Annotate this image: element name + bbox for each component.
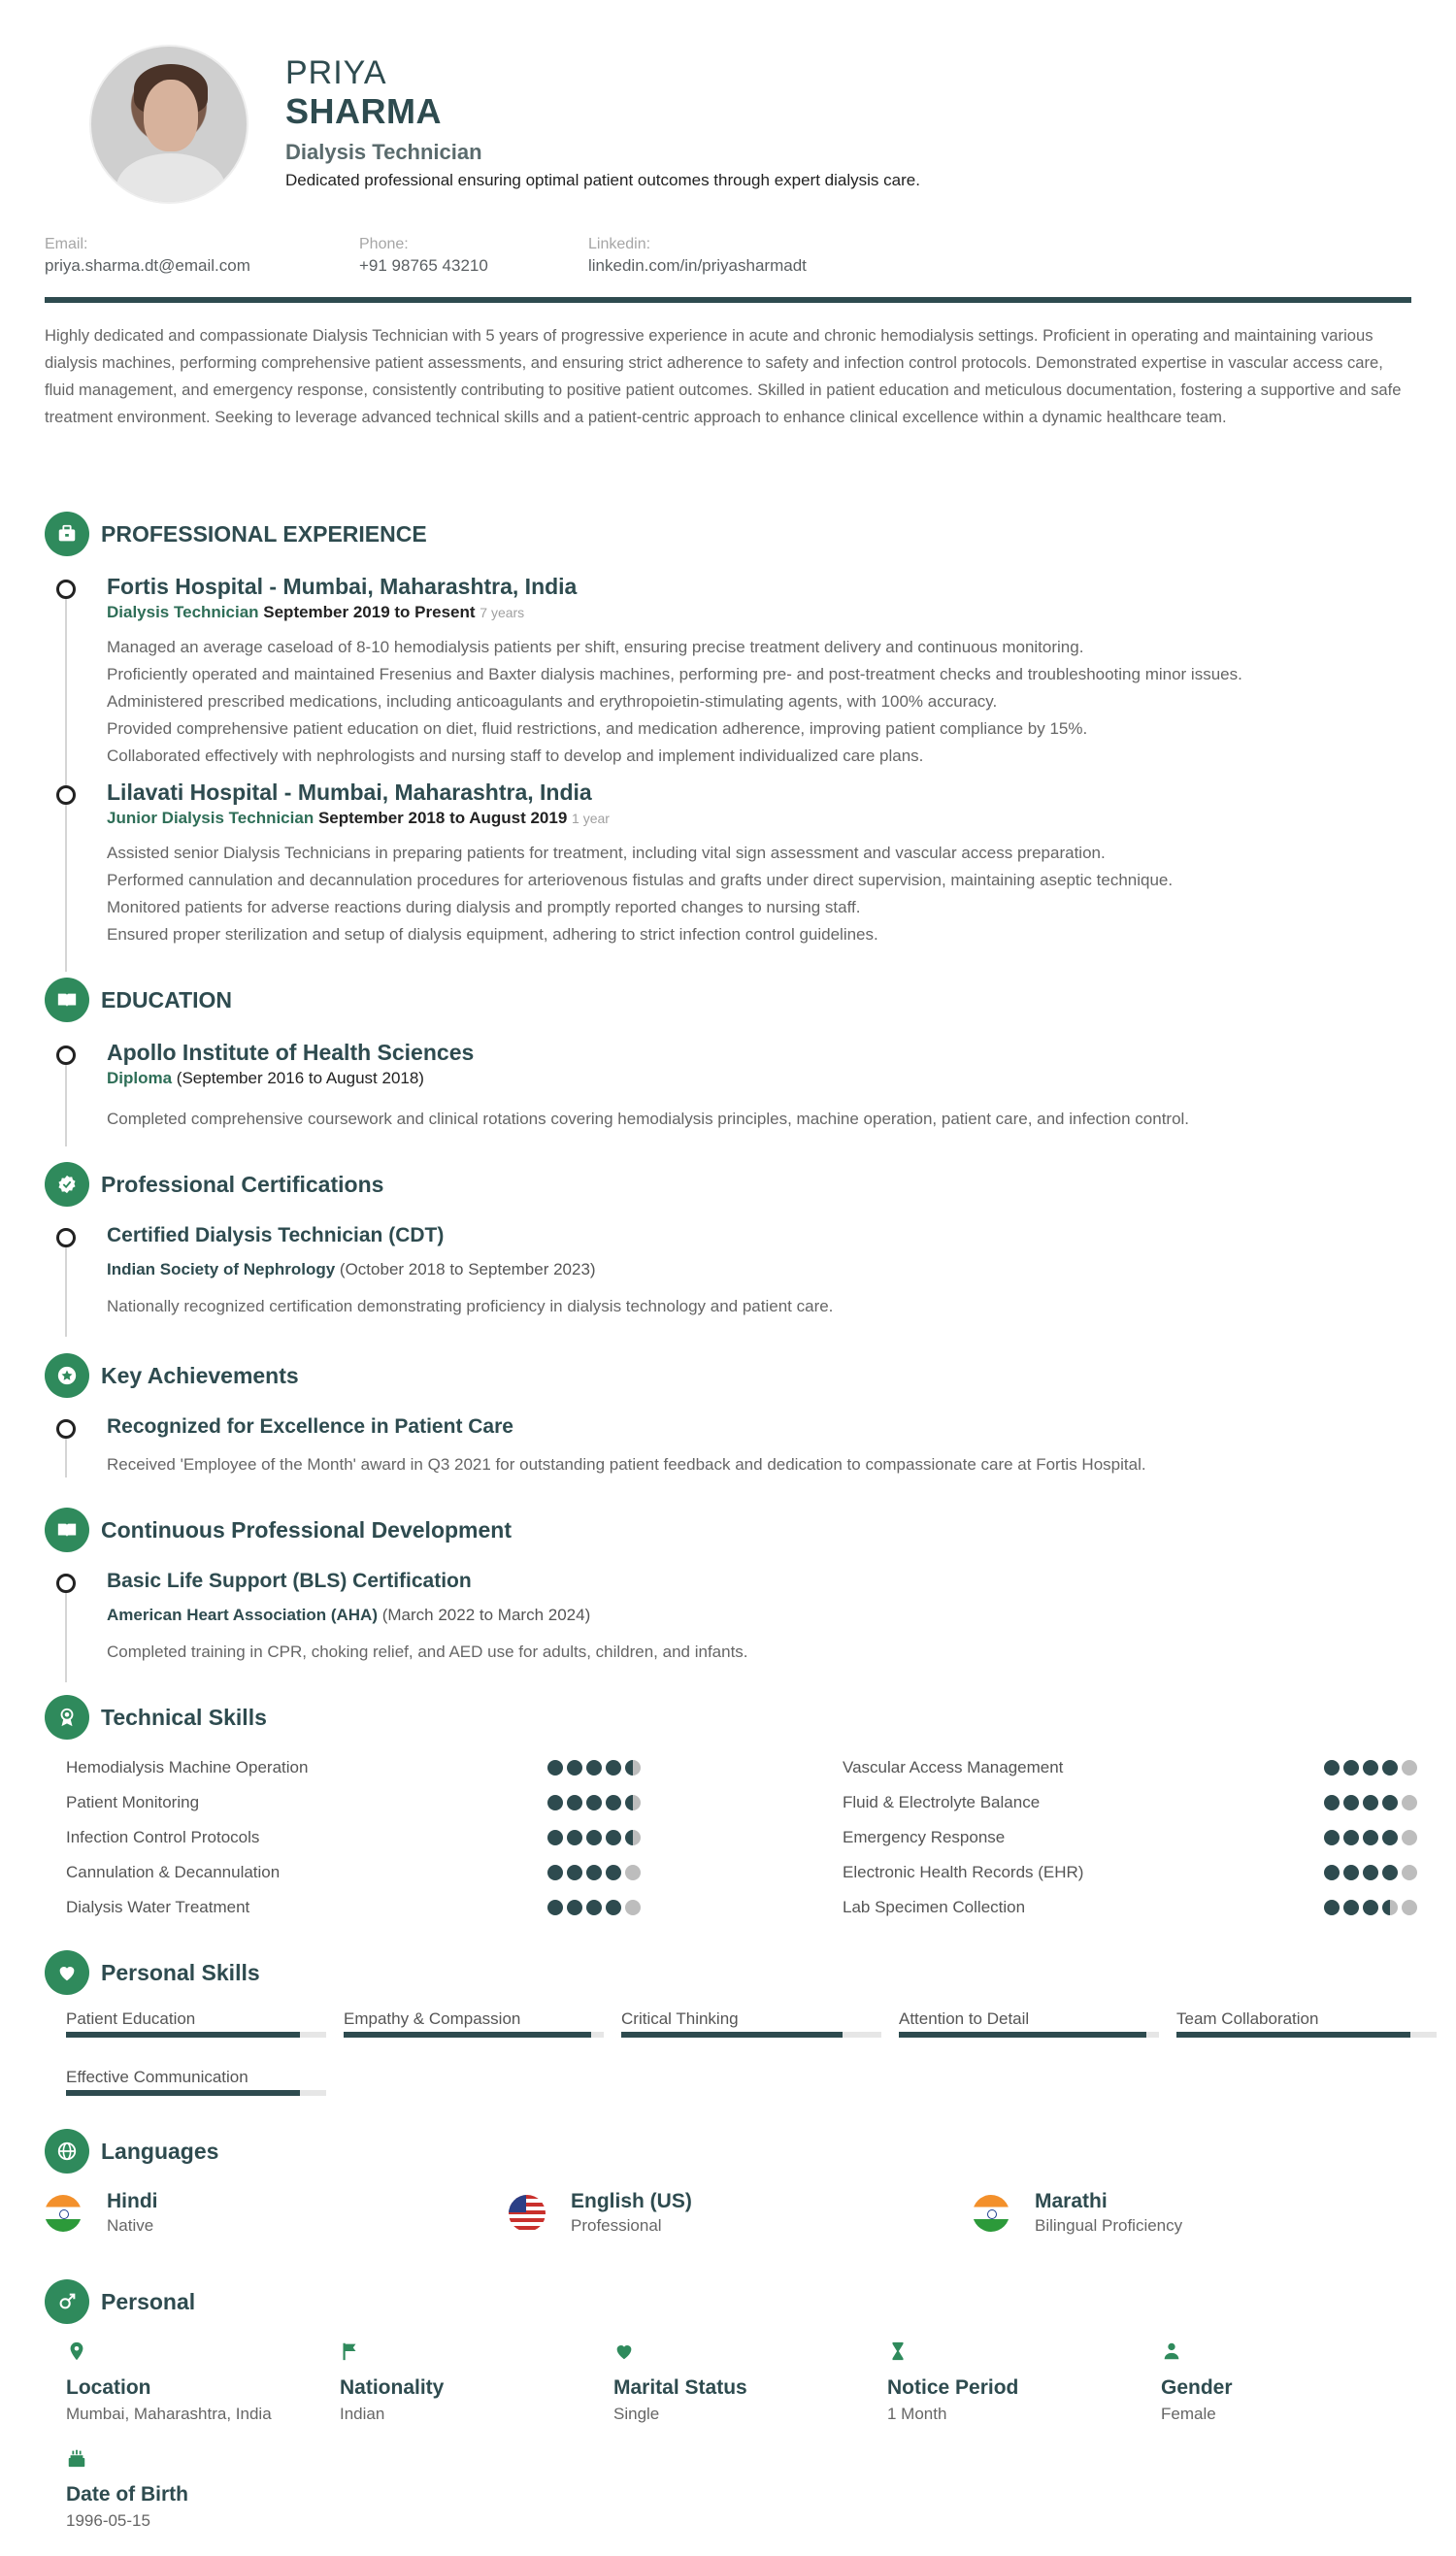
tagline: Dedicated professional ensuring optimal patient outcomes through expert dialysis care. [285,171,920,189]
rating-dot [1363,1760,1378,1776]
language-item [45,2189,158,2238]
language-name: Hindi [107,2190,158,2212]
rating-dot [586,1795,602,1810]
rating-dot [1363,1900,1378,1915]
skill-level-fill [1176,2032,1410,2038]
rating-dot [1324,1900,1340,1915]
technical-skills-section [45,1695,1411,1940]
skill-level-bar [66,2032,326,2038]
skill-name: Emergency Response [843,1828,1006,1846]
job-role: Junior Dialysis Technician [107,809,314,827]
personal-label: Date of Birth [66,2483,188,2506]
personal-item [613,2340,874,2427]
contact-label: Phone: [359,236,409,252]
bullet-item: Proficiently operated and maintained Fresenius and Baxter dialysis machines, performing pre- and post-treatment checks and troubleshooting minor issues. [107,665,1242,683]
personal-value: Mumbai, Maharashtra, India [66,2405,272,2423]
contact-email [45,235,250,278]
heart-icon [613,2340,637,2363]
personal-item [66,2340,326,2427]
rating-dot [606,1795,621,1810]
personal-skill-name: Attention to Detail [899,2009,1030,2028]
rating-dot [1382,1865,1398,1880]
personal-skill-name: Patient Education [66,2009,196,2028]
first-name: PRIYA [285,54,387,91]
skill-name: Infection Control Protocols [66,1828,260,1846]
skill-rating [1324,1795,1417,1810]
education-title: EDUCATION [101,986,233,1012]
skill-level-bar [621,2032,881,2038]
skill-level-bar [899,2032,1159,2038]
skill-level-fill [66,2090,300,2096]
languages-section [45,2129,1411,2257]
personal-value: 1 Month [887,2405,947,2423]
certification-name: Certified Dialysis Technician (CDT) [107,1224,445,1246]
name-block [285,54,920,191]
rating-dot [567,1795,582,1810]
skill-rating [547,1795,641,1810]
cake-icon [66,2446,89,2470]
skill-name: Fluid & Electrolyte Balance [843,1793,1041,1811]
rating-dot [567,1900,582,1915]
job-bullets [107,634,1411,770]
achievement-entry [45,1413,1411,1477]
experience-entry [45,778,1411,948]
company-name: Lilavati Hospital - Mumbai, Maharashtra, India [107,780,592,805]
contact-linkedin [588,235,807,278]
skill-level-bar [66,2090,326,2096]
experience-section [45,512,1411,948]
personal-skill-name: Critical Thinking [621,2009,739,2028]
rating-dot [625,1865,641,1880]
skill-level-fill [344,2032,591,2038]
rating-dot [1402,1900,1417,1915]
rating-dot [1382,1830,1398,1845]
personal-skill [66,2067,326,2096]
achievement-name: Recognized for Excellence in Patient Care [107,1415,513,1438]
job-duration: 7 years [480,605,525,620]
personal-value: 1996-05-15 [66,2511,150,2530]
bullet-item: Administered prescribed medications, including anticoagulants and erythropoietin-stimulating agents, with 100% accuracy. [107,692,998,711]
personal-item [340,2340,600,2427]
bullet-item: Monitored patients for adverse reactions during dialysis and promptly reported changes to nursing staff. [107,898,861,916]
skill-name: Hemodialysis Machine Operation [66,1758,309,1776]
last-name: SHARMA [285,91,442,131]
rating-dot [625,1830,641,1845]
rating-dot [625,1900,641,1915]
rating-dot [547,1830,563,1845]
personal-item [887,2340,1147,2427]
technical-skill [843,1895,1417,1920]
personal-label: Nationality [340,2376,445,2399]
linkedin-link[interactable]: linkedin.com/in/priyasharmadt [588,256,807,275]
personal-section [45,2279,1411,2556]
gender-icon [45,2279,89,2324]
skill-name: Dialysis Water Treatment [66,1898,250,1916]
rating-dot [567,1830,582,1845]
rating-dot [1402,1760,1417,1776]
bullet-item: Performed cannulation and decannulation procedures for arteriovenous fistulas and grafts under direct supervision, maintaining aseptic technique. [107,871,1174,889]
rating-dot [1363,1865,1378,1880]
skill-rating [547,1865,641,1880]
achievement-description: Received 'Employee of the Month' award in Q3 2021 for outstanding patient feedback and dedication to compassionate care at Fortis Hospital. [107,1455,1146,1474]
rating-dot [1402,1830,1417,1845]
rating-dot [1402,1795,1417,1810]
job-role: Dialysis Technician [107,603,259,621]
rating-dot [606,1830,621,1845]
personal-skill [66,2008,326,2038]
personal-skill-name: Empathy & Compassion [344,2009,521,2028]
rating-dot [1343,1795,1359,1810]
technical-skill [66,1790,641,1815]
globe-icon [45,2129,89,2174]
rating-dot [567,1865,582,1880]
rating-dot [625,1795,641,1810]
phone-link[interactable]: +91 98765 43210 [359,256,488,275]
rating-dot [1324,1760,1340,1776]
badge-check-icon [45,1162,89,1207]
skill-level-fill [621,2032,843,2038]
education-entry [45,1038,1411,1133]
email-link[interactable]: priya.sharma.dt@email.com [45,256,250,275]
personal-item [66,2446,326,2534]
certification-dates: (October 2018 to September 2023) [339,1260,596,1278]
skill-rating [1324,1900,1417,1915]
education-description: Completed comprehensive coursework and clinical rotations covering hemodialysis principles, machine operation, patient care, and infection control. [107,1110,1190,1128]
skill-name: Patient Monitoring [66,1793,200,1811]
skill-rating [1324,1865,1417,1880]
language-level: Native [107,2216,154,2235]
rating-dot [1324,1830,1340,1845]
rating-dot [1382,1795,1398,1810]
rating-dot [1343,1830,1359,1845]
rating-dot [1343,1865,1359,1880]
technical-skill [843,1790,1417,1815]
development-org: American Heart Association (AHA) [107,1606,378,1624]
development-dates: (March 2022 to March 2024) [381,1606,591,1624]
rating-dot [1343,1900,1359,1915]
institution-name: Apollo Institute of Health Sciences [107,1040,475,1065]
personal-skill-name: Team Collaboration [1176,2009,1319,2028]
rating-dot [1363,1830,1378,1845]
achievements-title: Key Achievements [101,1362,299,1388]
rating-dot [1324,1795,1340,1810]
achievements-section [45,1353,1411,1477]
book-icon [45,978,89,1022]
language-level: Professional [571,2216,662,2235]
personal-skill [1176,2008,1437,2038]
briefcase-icon [45,512,89,556]
personal-skills-list [45,2008,1411,2115]
bullet-item: Managed an average caseload of 8-10 hemodialysis patients per shift, ensuring precise treatment delivery and continuous monitoring. [107,638,1084,656]
personal-label: Gender [1161,2376,1233,2399]
personal-label: Marital Status [613,2376,747,2399]
technical-skills-title: Technical Skills [101,1704,267,1730]
degree: Diploma [107,1069,173,1087]
contact-row [45,235,1411,283]
development-entry [45,1568,1411,1665]
rating-dot [586,1760,602,1776]
language-name: Marathi [1035,2190,1108,2212]
certifications-title: Professional Certifications [101,1171,384,1197]
personal-skill [621,2008,881,2038]
language-item [973,2189,1182,2238]
person-icon [1161,2340,1184,2363]
certification-entry [45,1222,1411,1319]
contact-label: Email: [45,236,88,252]
personal-list [45,2340,1411,2556]
skill-rating [1324,1830,1417,1845]
contact-label: Linkedin: [588,236,651,252]
bullet-item: Ensured proper sterilization and setup of dialysis equipment, adhering to strict infection control guidelines. [107,925,878,944]
personal-skills-title: Personal Skills [101,1959,260,1985]
personal-skill [899,2008,1159,2038]
skill-rating [547,1830,641,1845]
languages-title: Languages [101,2138,219,2164]
skill-level-bar [344,2032,604,2038]
technical-skill [843,1860,1417,1885]
personal-skill [344,2008,604,2038]
development-description: Completed training in CPR, choking relief, and AED use for adults, children, and infants. [107,1643,748,1661]
rating-dot [1382,1760,1398,1776]
rating-dot [547,1760,563,1776]
development-section [45,1508,1411,1665]
experience-entry [45,572,1411,770]
personal-title: Personal [101,2288,196,2314]
header-divider [45,297,1411,303]
skill-rating [547,1760,641,1776]
certification-description: Nationally recognized certification demonstrating proficiency in dialysis technology and patient care. [107,1297,834,1315]
personal-value: Indian [340,2405,385,2423]
heart-icon [45,1950,89,1995]
rating-dot [567,1760,582,1776]
experience-title: PROFESSIONAL EXPERIENCE [101,520,427,547]
technical-skill [843,1825,1417,1850]
skill-level-fill [899,2032,1146,2038]
summary-text: Highly dedicated and compassionate Dialysis Technician with 5 years of progressive experience in acute and chronic hemodialysis settings. Proficient in operating and maintaining various dialysis machines, performing comprehensive patient assessments, and ensuring strict adherence to safety and infection control protocols. Demonstrated expertise in vascular access care, fluid management, and emergency response, consistently contributing to positive patient outcomes. Skilled in patient education and meticulous documentation, fostering a supportive and safe treatment environment. Seeking to leverage advanced technical skills and a patient-centric approach to enhance clinical excellence within a dynamic healthcare team. [45,326,1402,426]
bullet-item: Collaborated effectively with nephrologists and nursing staff to develop and implement individualized care plans. [107,747,924,765]
hourglass-icon [887,2340,910,2363]
technical-skill [66,1825,641,1850]
skill-name: Electronic Health Records (EHR) [843,1863,1084,1881]
technical-skill [66,1895,641,1920]
rating-dot [1402,1865,1417,1880]
development-name: Basic Life Support (BLS) Certification [107,1570,472,1592]
personal-skill-name: Effective Communication [66,2068,248,2086]
rating-dot [586,1830,602,1845]
resume-header [45,0,1411,216]
company-name: Fortis Hospital - Mumbai, Maharashtra, India [107,574,578,599]
india-flag-icon [973,2195,1009,2232]
rating-dot [547,1865,563,1880]
rating-dot [606,1900,621,1915]
language-level: Bilingual Proficiency [1035,2216,1183,2235]
education-dates: (September 2016 to August 2018) [176,1069,424,1087]
job-dates: September 2018 to August 2019 [317,809,568,827]
technical-skills-grid [45,1755,1411,1940]
rating-dot [1363,1795,1378,1810]
us-flag-icon [509,2195,546,2232]
rating-dot [1324,1865,1340,1880]
personal-skills-section [45,1950,1411,2115]
job-duration: 1 year [572,811,610,826]
skill-level-bar [1176,2032,1437,2038]
rating-dot [606,1760,621,1776]
job-title: Dialysis Technician [285,140,482,164]
india-flag-icon [45,2195,82,2232]
rating-dot [547,1900,563,1915]
development-title: Continuous Professional Development [101,1516,512,1543]
certification-org: Indian Society of Nephrology [107,1260,336,1278]
map-pin-icon [66,2340,89,2363]
rating-dot [586,1865,602,1880]
rating-dot [1382,1900,1398,1915]
flag-icon [340,2340,363,2363]
personal-label: Location [66,2376,151,2399]
technical-skill [66,1860,641,1885]
personal-value: Single [613,2405,660,2423]
skill-name: Lab Specimen Collection [843,1898,1026,1916]
personal-item [1161,2340,1421,2427]
rating-dot [625,1760,641,1776]
star-badge-icon [45,1353,89,1398]
skill-name: Vascular Access Management [843,1758,1064,1776]
job-dates: September 2019 to Present [263,603,476,621]
rating-dot [1343,1760,1359,1776]
rating-dot [547,1795,563,1810]
skill-rating [1324,1760,1417,1776]
bullet-item: Assisted senior Dialysis Technicians in preparing patients for treatment, including vital sign assessment and vascular access preparation. [107,844,1106,862]
personal-label: Notice Period [887,2376,1019,2399]
certifications-section [45,1162,1411,1319]
technical-skill [66,1755,641,1780]
bullet-item: Provided comprehensive patient education on diet, fluid restrictions, and medication adherence, improving patient compliance by 15%. [107,719,1088,738]
job-bullets [107,840,1411,948]
skill-rating [547,1900,641,1915]
language-item [509,2189,692,2238]
language-name: English (US) [571,2190,692,2212]
rating-dot [606,1865,621,1880]
award-icon [45,1695,89,1740]
technical-skill [843,1755,1417,1780]
education-section [45,978,1411,1133]
skill-name: Cannulation & Decannulation [66,1863,281,1881]
contact-phone [359,235,488,278]
book-icon [45,1508,89,1552]
profile-photo [89,45,248,204]
rating-dot [586,1900,602,1915]
languages-list [45,2189,1411,2257]
personal-value: Female [1161,2405,1216,2423]
skill-level-fill [66,2032,300,2038]
